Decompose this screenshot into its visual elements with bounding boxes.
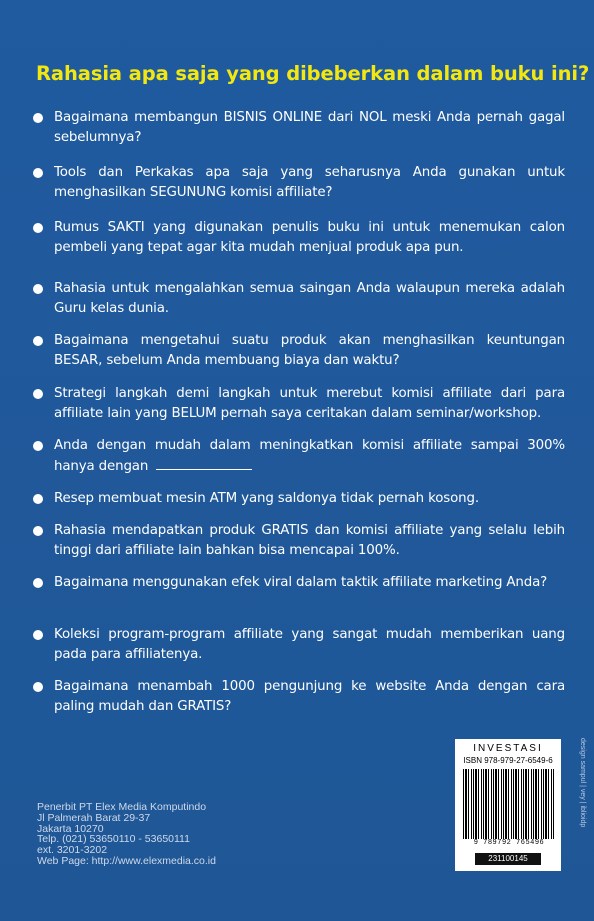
bullet-dot-icon xyxy=(33,630,43,640)
bullet-dot-icon xyxy=(33,113,43,123)
bullet-dot-icon xyxy=(33,682,43,692)
publisher-city: Jakarta 10270 xyxy=(37,822,104,835)
publisher-phone: Telp. (021) 53650110 - 53650111 xyxy=(37,833,190,846)
bullet-text: Bagaimana menambah 1000 pengunjung ke website Anda dengan cara paling mudah dan GRATIS? xyxy=(54,679,565,714)
bullet-text-part: Anda dengan mudah dalam meningkatkan komisi affiliate sampai 300% hanya dengan xyxy=(54,438,565,474)
bullet-text: Bagaimana mengetahui suatu produk akan menghasilkan keuntungan BESAR, sebelum Anda membuang biaya dan waktu? xyxy=(54,333,565,368)
fill-in-blank xyxy=(156,456,252,470)
bullet-dot-icon xyxy=(33,223,43,233)
bullet-dot-icon xyxy=(33,284,43,294)
publisher-info xyxy=(37,802,297,867)
bullet-dot-icon xyxy=(33,441,43,451)
cover-design-credit: design sampul | vey | iblioidp xyxy=(579,738,586,828)
bullet-text xyxy=(54,436,565,477)
product-code: 231100145 xyxy=(475,853,541,865)
bullet-text: Rahasia mendapatkan produk GRATIS dan komisi affiliate yang selalu lebih tinggi dari affiliate lain bahkan bisa mencapai 100%. xyxy=(54,523,565,558)
isbn-number: ISBN 978-979-27-6549-6 xyxy=(463,756,553,765)
bullet-text: Bagaimana membangun BISNIS ONLINE dari NOL meski Anda pernah gagal sebelumnya? xyxy=(54,110,565,145)
bullet-text: Resep membuat mesin ATM yang saldonya tidak pernah kosong. xyxy=(54,491,479,506)
bullet-text: Tools dan Perkakas apa saja yang seharusnya Anda gunakan untuk menghasilkan SEGUNUNG komisi affiliate? xyxy=(54,165,565,200)
bullet-dot-icon xyxy=(33,494,43,504)
cover-heading: Rahasia apa saja yang dibeberkan dalam buku ini? xyxy=(36,62,590,85)
bullet-dot-icon xyxy=(33,336,43,346)
bullet-dot-icon xyxy=(33,526,43,536)
barcode-digits: 9 789792 765496 xyxy=(457,839,561,847)
bullet-text: Rahasia untuk mengalahkan semua saingan Anda walaupun mereka adalah Guru kelas dunia. xyxy=(54,281,565,316)
bullet-text: Koleksi program-program affiliate yang sangat mudah memberikan uang pada para affiliatenya. xyxy=(54,627,565,662)
bullet-dot-icon xyxy=(33,389,43,399)
publisher-name: Penerbit PT Elex Media Komputindo xyxy=(37,801,207,813)
bullet-text: Rumus SAKTI yang digunakan penulis buku ini untuk menemukan calon pembeli yang tepat agar kita mudah menjual produk apa pun. xyxy=(54,220,565,255)
bullet-dot-icon xyxy=(33,168,43,178)
bullet-dot-icon xyxy=(33,578,43,588)
bullet-text: Strategi langkah demi langkah untuk merebut komisi affiliate dari para affiliate lain yang BELUM pernah saya ceritakan dalam seminar/workshop. xyxy=(54,386,565,421)
publisher-ext: ext. 3201-3202 xyxy=(37,844,108,857)
bullet-text: Bagaimana menggunakan efek viral dalam taktik affiliate marketing Anda? xyxy=(54,575,548,590)
publisher-web: Web Page: http://www.elexmedia.co.id xyxy=(37,854,216,867)
publisher-street: Jl Palmerah Barat 29-37 xyxy=(37,811,151,824)
isbn-barcode-box xyxy=(455,739,561,871)
barcode-icon xyxy=(463,769,555,847)
book-category: INVESTASI xyxy=(473,743,543,754)
